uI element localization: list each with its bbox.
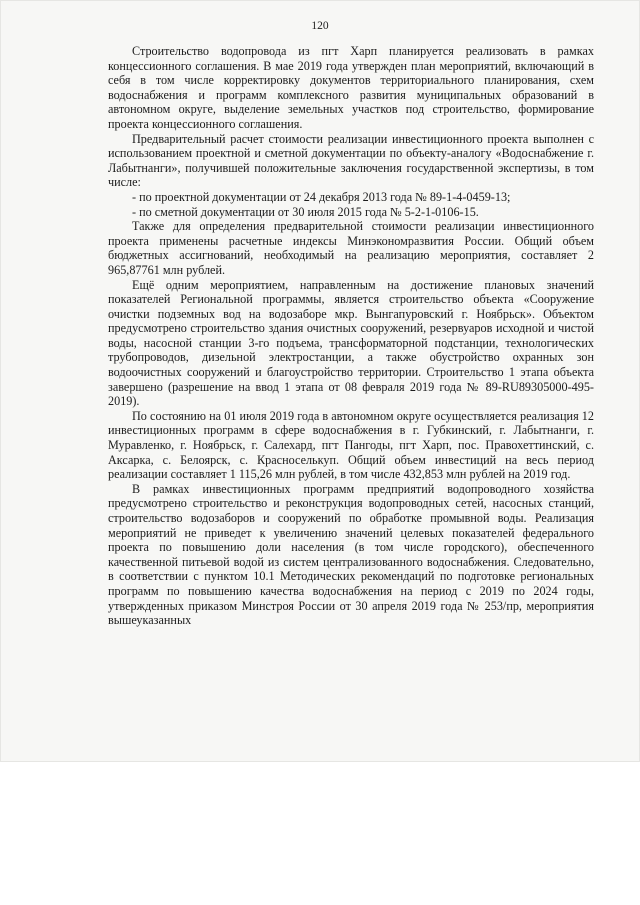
page-number: 120	[311, 20, 329, 32]
paragraph-budget-total: Также для определения предварительной стоимости реализации инвестиционного проекта применены расчетные индексы Минэкономразвития России. Общий объем бюджетных ассигнований, необходимый на реализацию мероприятия, составляет 2 965,87761 млн рублей.	[108, 219, 594, 277]
paragraph-treatment-facility: Ещё одним мероприятием, направленным на достижение плановых значений показателей Региональной программы, является строительство объекта «Сооружение очистки подземных вод на водозаборе мкр. Вынгапуровский г. Ноябрьск». Объектом предусмотрено строительство здания очистных сооружений, резервуаров исходной и чистой воды, насосной станции 3-го подъема, трансформаторной подстанции, технологических трубопроводов, дизельной электростанции, а также обустройство охранных зон водоочистных сооружений и благоустройство территории. Строительство 1 этапа объекта завершено (разрешение на ввод 1 этапа от 08 февраля 2019 года № 89-RU89305000-495-2019).	[108, 277, 594, 409]
blank-area	[0, 762, 640, 905]
document-body	[108, 44, 594, 628]
paragraph-concession-plan: Строительство водопровода из пгт Харп планируется реализовать в рамках концессионного соглашения. В мае 2019 года утвержден план мероприятий, включающий в себя в том числе корректировку документов территориального планирования, схем водоснабжения и программ комплексного развития муниципальных образований в автономном округе, выделение земельных участков под строительство, формирование проекта концессионного соглашения.	[108, 44, 594, 131]
list-item-estimate-docs: - по сметной документации от 30 июля 2015 года № 5-2-1-0106-15.	[132, 204, 479, 219]
paragraph-network-construction: В рамках инвестиционных программ предприятий водопроводного хозяйства предусмотрено строительство и реконструкция водопроводных сетей, насосных станций, строительство водозаборов и сооружений по обработке промывной воды. Реализация мероприятий не приведет к увеличению значений целевых показателей федерального проекта по повышению доли населения (в том числе городского), обеспеченного качественной питьевой водой из систем централизованного водоснабжения. Следовательно, в соответствии с пунктом 10.1 Методических рекомендаций по подготовке региональных программ по повышению качества водоснабжения на период с 2019 по 2024 годы, утвержденных приказом Минстроя России от 30 апреля 2019 года № 253/пр, мероприятия вышеуказанных	[108, 481, 594, 628]
list-item-project-docs: - по проектной документации от 24 декабря 2013 года № 89-1-4-0459-13;	[132, 189, 511, 204]
paragraph-cost-estimate: Предварительный расчет стоимости реализации инвестиционного проекта выполнен с использованием проектной и сметной документации по объекту-аналогу «Водоснабжение г. Лабытнанги», получившей положительные заключения государственной экспертизы, в том числе:	[108, 131, 594, 190]
paragraph-investment-programs: По состоянию на 01 июля 2019 года в автономном округе осуществляется реализация 12 инвестиционных программ в сфере водоснабжения в г. Губкинский, г. Лабытнанги, г. Муравленко, г. Ноябрьск, г. Салехард, пгт Пангоды, пгт Харп, пос. Правохеттинский, с. Аксарка, с. Белоярск, с. Красноселькуп. Общий объем инвестиций на весь период реализации составляет 1 115,26 млн рублей, в том числе 432,853 млн рублей на 2019 год.	[108, 408, 594, 482]
